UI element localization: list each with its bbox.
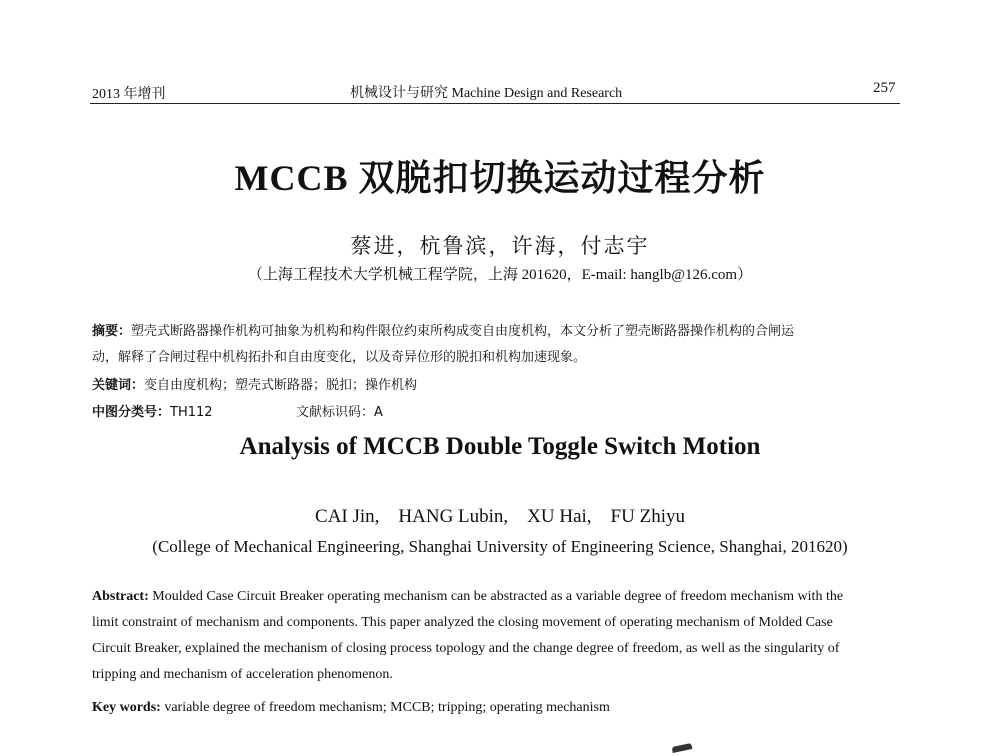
affiliation-cn: （上海工程技术大学机械工程学院，上海 201620，E-mail: hanglb@126.com） <box>247 267 753 283</box>
scan-artifact <box>672 743 693 753</box>
abstract-cn-line-2: 动，解释了合闸过程中机构拓扑和自由度变化，以及奇异位形的脱扣和机构加速现象。 <box>92 350 587 365</box>
paper-title-cn: MCCB 双脱扣切换运动过程分析 <box>234 158 766 198</box>
abstract-cn-label: 摘要： <box>92 324 132 339</box>
authors-en: CAI Jin, HANG Lubin, XU Hai, FU Zhiyu <box>315 506 685 527</box>
abstract-en-line-1 <box>92 589 843 605</box>
abstract-en-label: Abstract: <box>92 589 149 604</box>
document-code <box>296 401 383 420</box>
page-number: 257 <box>873 80 896 96</box>
keywords-cn-text: 变自由度机构；塑壳式断路器；脱扣；操作机构 <box>144 378 418 393</box>
abstract-en-text: Moulded Case Circuit Breaker operating mechanism can be abstracted as a variable degree of freedom mechanism with the <box>152 589 844 604</box>
classification-label: 中图分类号： <box>92 405 171 420</box>
running-header <box>0 0 1000 110</box>
classification-value: TH112 <box>170 405 213 420</box>
keywords-en-label: Key words: <box>92 700 161 715</box>
journal-name: 机械设计与研究 Machine Design and Research <box>350 86 623 101</box>
keywords-en <box>92 700 610 716</box>
authors-cn: 蔡进，杭鲁滨，许海，付志宇 <box>350 234 650 258</box>
header-rule <box>90 103 900 104</box>
paper-title-en: Analysis of MCCB Double Toggle Switch Motion <box>239 433 761 460</box>
keywords-en-text: variable degree of freedom mechanism; MCCB; tripping; operating mechanism <box>164 700 610 715</box>
affiliation-en: (College of Mechanical Engineering, Shanghai University of Engineering Science, Shanghai, 201620) <box>152 537 848 556</box>
abstract-cn-line-1 <box>92 320 794 339</box>
journal-issue: 2013 年增刊 <box>92 87 166 102</box>
keywords-cn <box>92 374 417 393</box>
document-code-label: 文献标识码： <box>296 405 375 420</box>
abstract-cn-text: 塑壳式断路器操作机构可抽象为机构和构件限位约束所构成变自由度机构，本文分析了塑壳断路器操作机构的合闸运 <box>131 324 795 339</box>
abstract-en-line-2: limit constraint of mechanism and components. This paper analyzed the closing movement of operating mechanism of Molded Case <box>92 615 833 630</box>
keywords-cn-label: 关键词： <box>92 378 145 393</box>
abstract-en-line-3: Circuit Breaker, explained the mechanism of closing process topology and the change degree of freedom, as well as the singularity of <box>92 641 840 656</box>
abstract-en-line-4: tripping and mechanism of acceleration phenomenon. <box>92 667 393 682</box>
document-code-value: A <box>374 405 383 420</box>
classification-number <box>92 401 213 420</box>
